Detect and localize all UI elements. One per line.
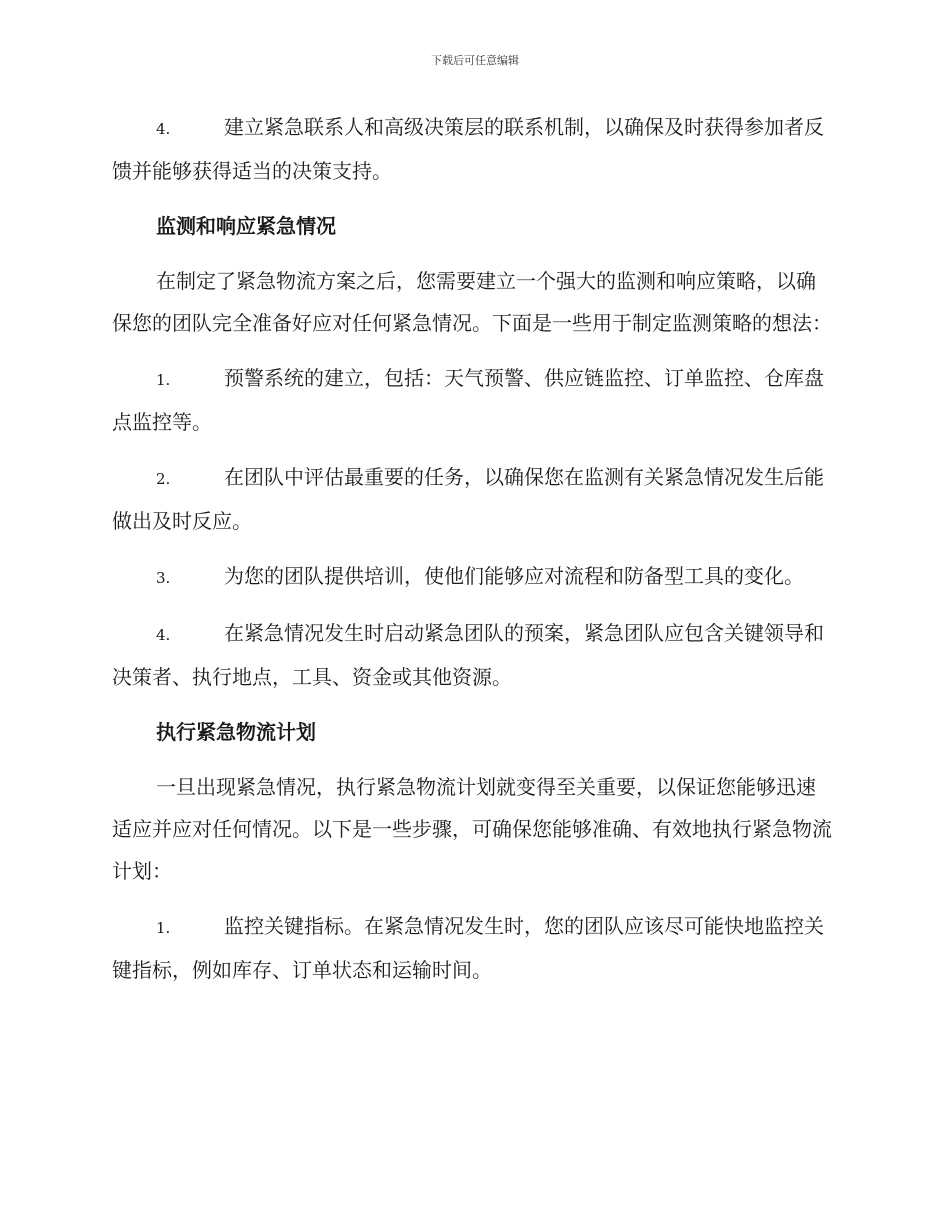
section-heading: 监测和响应紧急情况 [156, 214, 336, 238]
paragraph: 在制定了紧急物流方案之后，您需要建立一个强大的监测和响应策略，以确保您的团队完全准备好应对任何紧急情况。下面是一些用于制定监测策略的想法： [112, 269, 832, 335]
item-text: 预警系统的建立，包括：天气预警、供应链监控、订单监控、仓库盘点监控等。 [112, 366, 824, 434]
item-number: 4. [156, 626, 171, 644]
paragraph: 一旦出现紧急情况，执行紧急物流计划就变得至关重要，以保证您能够迅速适应并应对任何情况。以下是一些步骤，可确保您能够准确、有效地执行紧急物流计划： [112, 775, 832, 883]
document-body [112, 106, 832, 1004]
numbered-item [112, 456, 832, 542]
numbered-item [112, 612, 832, 698]
item-text: 建立紧急联系人和高级决策层的联系机制，以确保及时获得参加者反馈并能够获得适当的决策支持。 [112, 115, 824, 183]
item-number: 1. [156, 371, 171, 389]
item-number: 2. [156, 470, 171, 488]
item-number: 3. [156, 569, 171, 587]
numbered-item [112, 555, 832, 599]
numbered-item [112, 357, 832, 443]
numbered-item [112, 106, 832, 192]
item-text: 监控关键指标。在紧急情况发生时，您的团队应该尽可能快地监控关键指标，例如库存、订单状态和运输时间。 [112, 914, 824, 982]
section-heading: 执行紧急物流计划 [156, 720, 316, 744]
numbered-item [112, 905, 832, 991]
item-text: 为您的团队提供培训，使他们能够应对流程和防备型工具的变化。 [224, 564, 804, 588]
item-text: 在团队中评估最重要的任务，以确保您在监测有关紧急情况发生后能做出及时反应。 [112, 465, 824, 533]
page-header-note: 下载后可任意编辑 [431, 54, 519, 67]
item-number: 1. [156, 919, 171, 937]
item-text: 在紧急情况发生时启动紧急团队的预案，紧急团队应包含关键领导和决策者、执行地点，工具、资金或其他资源。 [112, 621, 824, 689]
item-number: 4. [156, 120, 171, 138]
